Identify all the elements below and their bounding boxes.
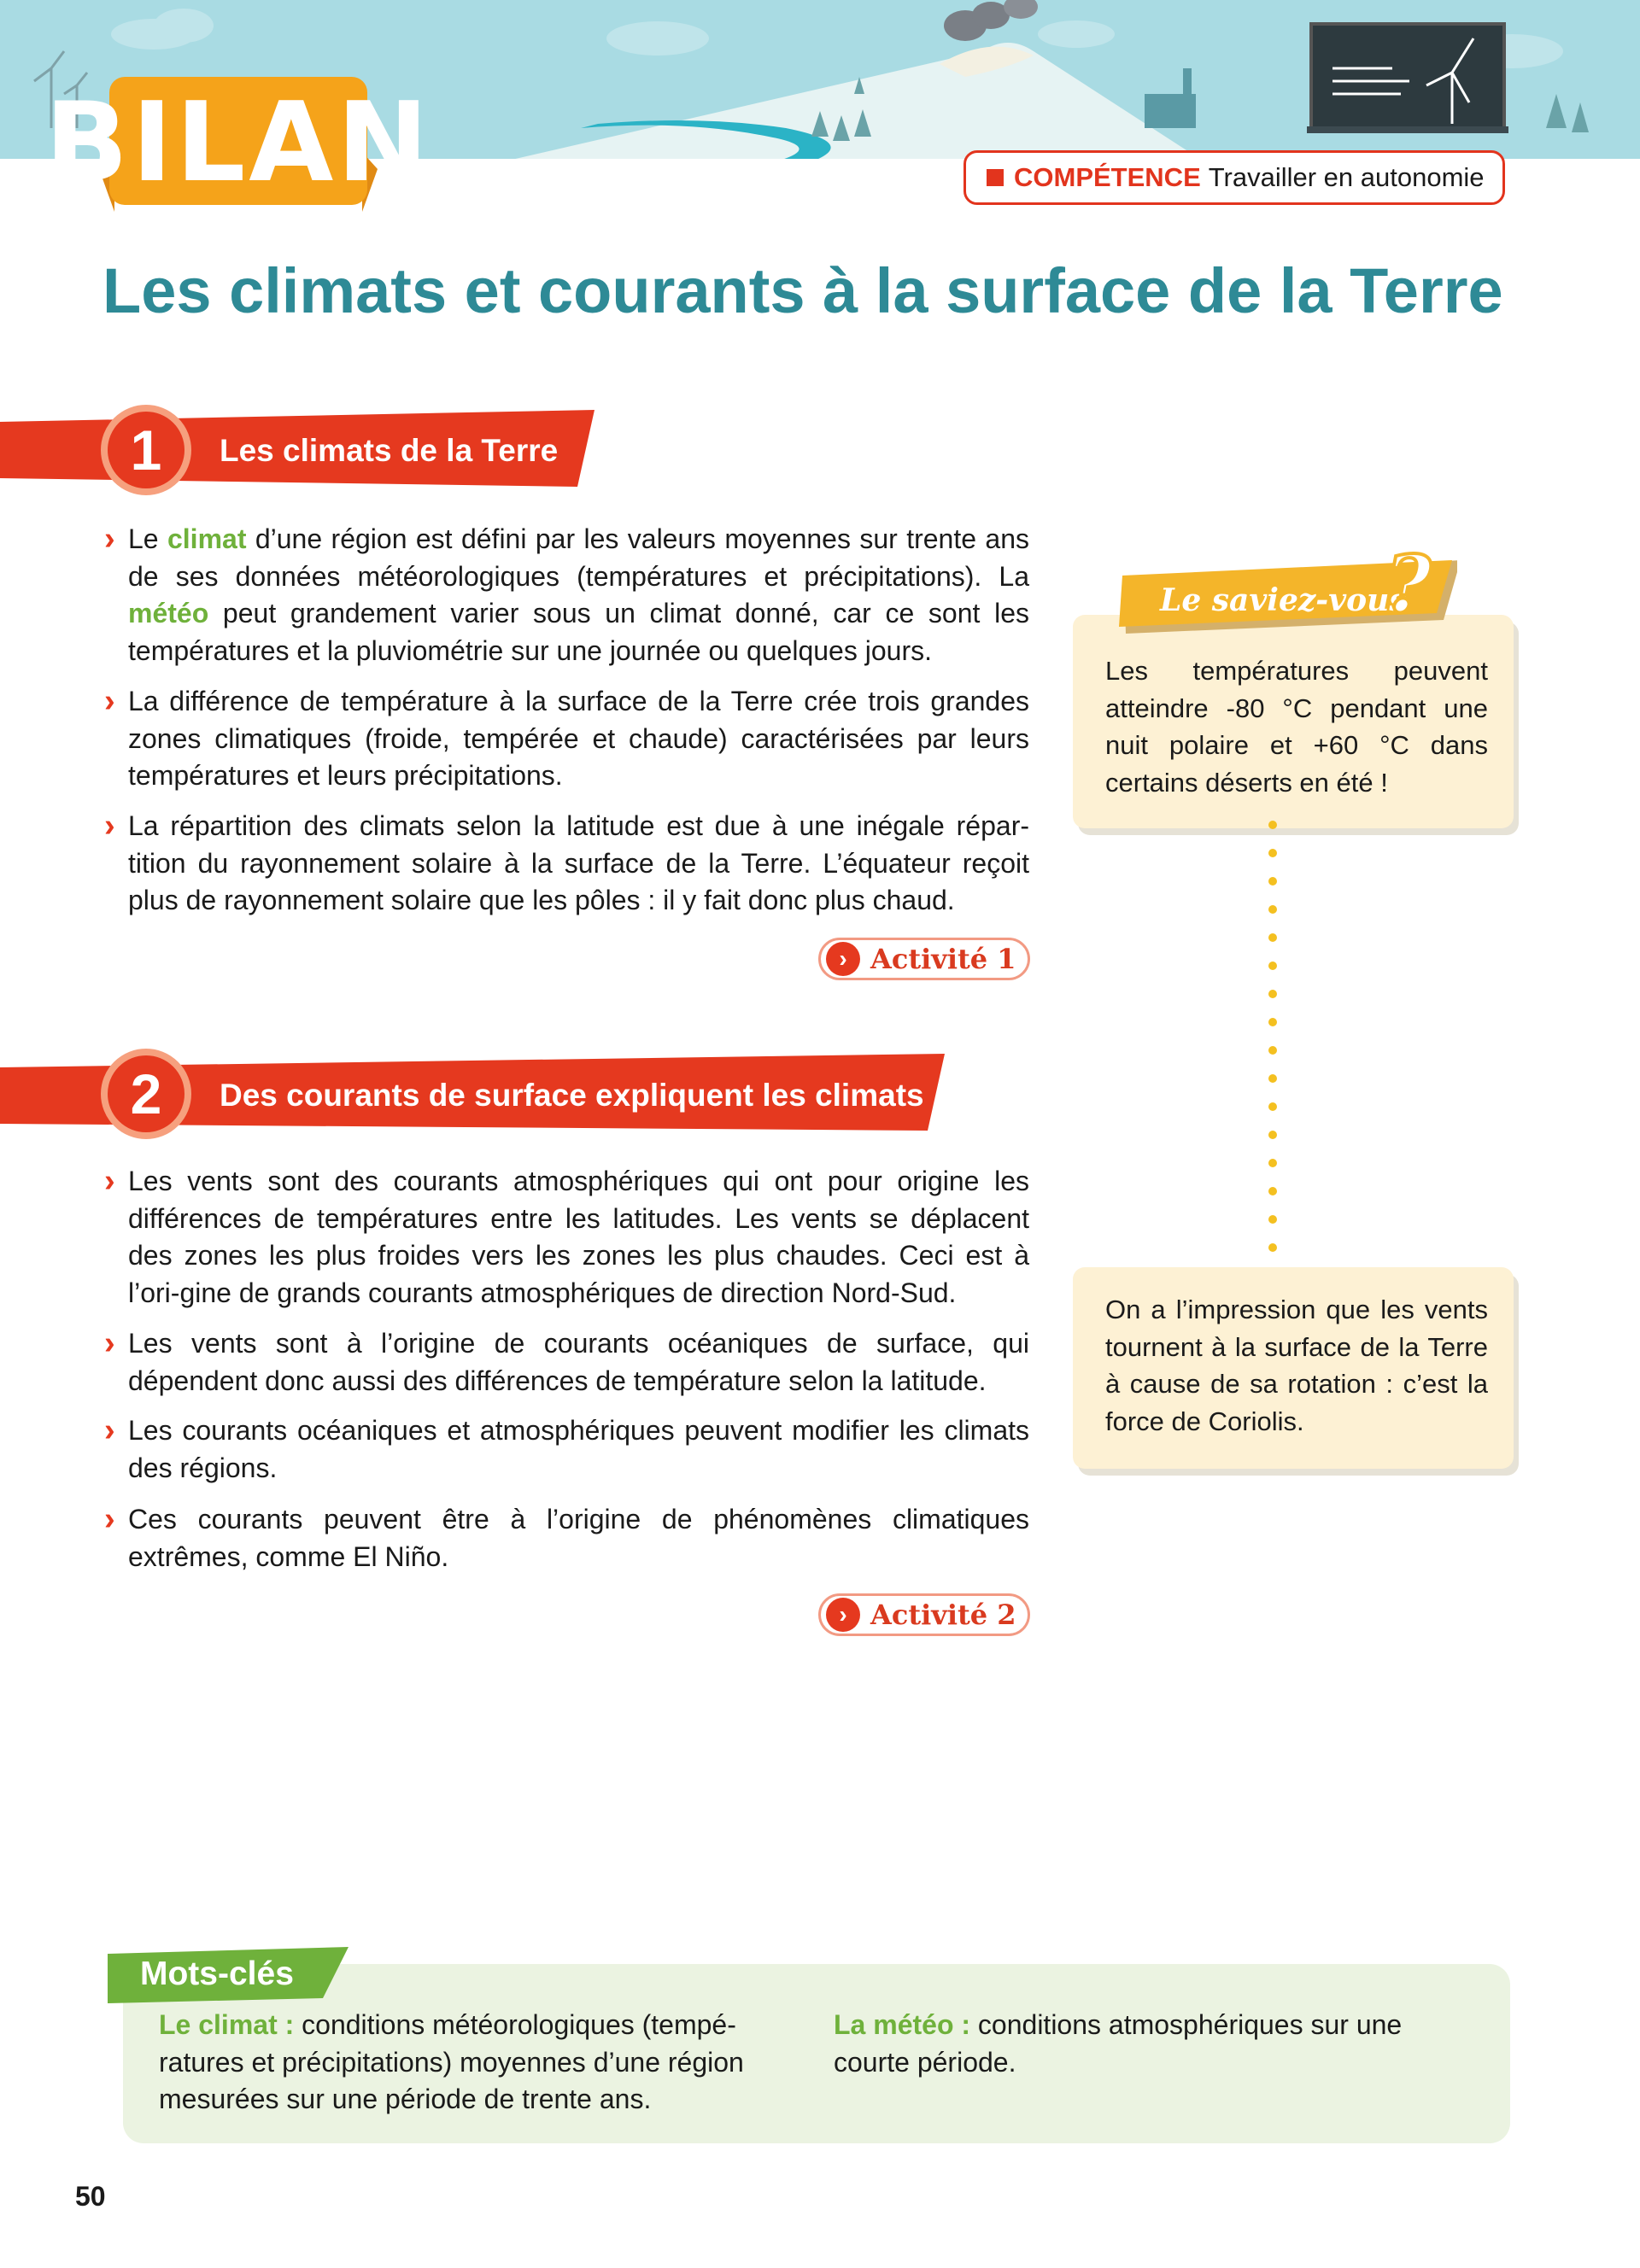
page-number: 50 (75, 2181, 106, 2212)
term-meteo: météo (128, 598, 209, 628)
term-climat: climat (167, 523, 247, 554)
keyword-term: Le climat : (159, 2009, 295, 2040)
activity-2-link[interactable] (818, 1593, 1030, 1636)
section-1-heading: Les climats de la Terre (220, 433, 559, 468)
svg-text:?: ? (1385, 543, 1432, 628)
bullet-2-2: Les vents sont à l’origine de courants océaniques de surface, qui dépendent donc aussi des différences de température selon la latitude. (128, 1328, 1029, 1396)
keyword-climat (159, 2007, 774, 2119)
chevron-right-icon: › (104, 1325, 115, 1361)
section-2-number: 2 (101, 1049, 191, 1139)
chevron-right-icon: › (826, 1598, 860, 1632)
competence-label: COMPÉTENCE (1014, 162, 1201, 192)
keyword-term: La météo : (834, 2009, 971, 2040)
coriolis-note (1073, 1267, 1514, 1469)
section-2-heading: Des courants de surface expliquent les climats (220, 1078, 924, 1113)
section-1-number: 1 (101, 405, 191, 495)
keyword-definition: conditions atmosphériques sur une courte période. (834, 2009, 1403, 2078)
text-run: Le (128, 523, 167, 554)
bullet-1-2: La différence de température à la surface de la Terre crée trois grandes zones climatiques (froide, tempérée et chaude) caractérisées par leurs températures et leurs précipitations. (128, 686, 1029, 791)
chevron-right-icon: › (104, 1501, 115, 1537)
keyword-definition: conditions météorologiques (tempé-ratures et précipitations) moyennes d’une région mesurées sur une période de trente ans. (159, 2009, 744, 2114)
chevron-right-icon: › (104, 683, 115, 719)
chevron-right-icon: › (104, 1163, 115, 1199)
bullet-2-4: Ces courants peuvent être à l’origine de phénomènes climatiques extrêmes, comme El Niño. (128, 1504, 1029, 1572)
keyword-meteo (834, 2007, 1449, 2081)
bullet-1-1 (128, 521, 1029, 669)
chevron-right-icon: › (104, 521, 115, 557)
activity-2-label: Activité 2 (870, 1599, 1016, 1631)
competence-tag (964, 150, 1505, 205)
did-you-know-text: Les températures peuvent atteindre -80 °C pendant une nuit polaire et +60 °C dans certains déserts en été ! (1105, 656, 1488, 798)
bilan-badge: BILAN (44, 79, 432, 207)
bullet-2-3: Les courants océaniques et atmosphériques peuvent modifier les climats des régions. (128, 1415, 1029, 1483)
chevron-right-icon: › (104, 1412, 115, 1448)
text-run: peut grandement varier sous un climat donné, car ce sont les températures et la pluviométrie sur une journée ou quelques jours. (128, 598, 1029, 666)
did-you-know-title: Le saviez-vous (1160, 582, 1407, 618)
question-mark-icon (1379, 543, 1438, 628)
dotted-connector (1268, 820, 1278, 1255)
did-you-know-note (1073, 615, 1514, 828)
activity-1-label: Activité 1 (870, 943, 1016, 975)
competence-text: Travailler en autonomie (1208, 162, 1485, 192)
bullet-2-1: Les vents sont des courants atmosphériques qui ont pour origine les différences de températures entre les latitudes. Les vents se déplacent des zones les plus froides vers les zones les plus chaudes. Ceci est à l’ori-gine de grands courants atmosphériques de direction Nord-Sud. (128, 1166, 1029, 1308)
keywords-tab: Mots-clés (140, 1955, 294, 1992)
text-run: d’une région est défini par les valeurs moyennes sur trente ans de ses données météorologiques (températures et précipitations). La (128, 523, 1030, 592)
chevron-right-icon: › (826, 942, 860, 976)
bullet-1-3: La répartition des climats selon la latitude est due à une inégale répar-tition du rayonnement solaire à la surface de la Terre. L’équateur reçoit plus de rayonnement solaire que les pôles : il y fait donc plus chaud. (128, 810, 1029, 915)
chevron-right-icon: › (104, 808, 115, 844)
page-title: Les climats et courants à la surface de la Terre (102, 255, 1503, 326)
coriolis-text: On a l’impression que les vents tournent à la surface de la Terre à cause de sa rotation : c’est la force de Coriolis. (1105, 1295, 1488, 1436)
square-icon (987, 169, 1004, 186)
activity-1-link[interactable] (818, 938, 1030, 980)
